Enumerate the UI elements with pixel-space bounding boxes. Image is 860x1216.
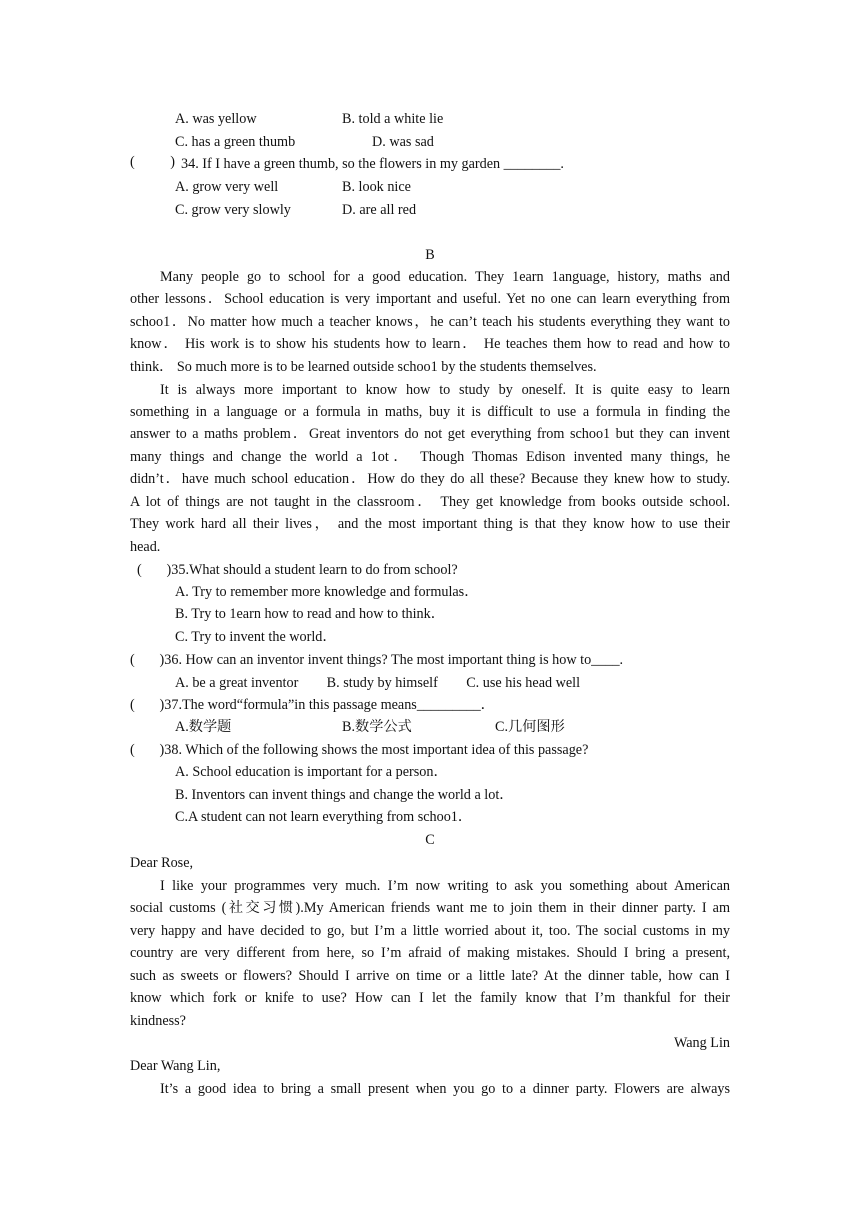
q38-stem: ( )38. Which of the following shows the most important idea of this passage? — [130, 742, 589, 758]
passage-b-line: schoo1．No matter how much a teacher knows，he can’t teach his students everything they want to — [130, 314, 730, 330]
q34-answer-blank: ( ) — [130, 154, 175, 170]
q35-option-a: A. Try to remember more knowledge and formulas． — [175, 584, 479, 600]
passage-b-line: answer to a maths problem．Great inventors do not get everything from schoo1 but they can invent — [130, 426, 730, 442]
passage-b-line: A lot of things are not taught in the classroom． They get knowledge from books outside school. — [130, 494, 730, 510]
q34-option-d: D. are all red — [342, 202, 417, 218]
q35-option-b: B. Try to 1earn how to read and how to think． — [175, 606, 445, 622]
q38-option-a: A. School education is important for a person． — [175, 764, 448, 780]
q35-option-c: C. Try to invent the world． — [175, 629, 337, 645]
q34-option-c: C. grow very slowly — [175, 202, 291, 218]
passage-b-line: head. — [130, 539, 161, 555]
q38-option-c: C.A student can not learn everything from schoo1． — [175, 809, 473, 825]
letter-line: very happy and have decided to go, but I’m a little worried about it, too. The social customs in my — [130, 923, 730, 939]
q34-option-a: A. grow very well — [175, 179, 279, 195]
passage-b-line: They work hard all their lives， and the most important thing is that they know how to use their — [130, 516, 730, 532]
q34-option-b: B. look nice — [342, 179, 411, 195]
section-c-heading: C — [425, 832, 435, 848]
passage-b-line: It is always more important to know how to study by oneself. It is quite easy to learn — [160, 382, 730, 398]
q33-option-a: A. was yellow — [175, 111, 257, 127]
letter-line: kindness? — [130, 1013, 186, 1029]
passage-b-line: Many people go to school for a good education. They 1earn 1anguage, history, maths and — [160, 269, 730, 285]
letter-line: know which fork or knife to use? How can I let the family know that I’m thankful for their — [130, 990, 730, 1006]
letter-line: social customs (社交习惯).My American friends want me to join them in their dinner party. I am — [130, 900, 730, 916]
q33-option-b: B. told a white lie — [342, 111, 444, 127]
q36-options: A. be a great inventor B. study by himself C. use his head well — [175, 675, 581, 691]
reply-greeting: Dear Wang Lin, — [130, 1058, 221, 1074]
letter-greeting: Dear Rose, — [130, 855, 194, 871]
letter-line: I like your programmes very much. I’m now writing to ask you something about American — [160, 878, 730, 894]
q36-stem: ( )36. How can an inventor invent things? The most important thing is how to____. — [130, 652, 624, 668]
q33-option-d: D. was sad — [372, 134, 434, 150]
q38-option-b: B. Inventors can invent things and change the world a lot． — [175, 787, 514, 803]
q37-stem: ( )37.The word“formula”in this passage means_________． — [130, 697, 495, 713]
passage-b-line: many things and change the world a 1ot． Though Thomas Edison invented many things, he — [130, 449, 730, 465]
q37-option-b: B.数学公式 — [342, 719, 412, 735]
section-b-heading: B — [425, 247, 435, 263]
passage-b-line: think． So much more is to be learned outside schoo1 by the students themselves. — [130, 359, 597, 375]
q35-stem: ( )35.What should a student learn to do from school? — [137, 562, 458, 578]
q37-option-a: A.数学题 — [175, 719, 232, 735]
q34-stem: 34. If I have a green thumb, so the flowers in my garden ________. — [181, 156, 564, 172]
q33-option-c: C. has a green thumb — [175, 134, 296, 150]
letter-line: such as sweets or flowers? Should I arrive on time or a little late? At the dinner table, how can I — [130, 968, 730, 984]
passage-b-line: know． His work is to show his students how to learn． He teaches them how to read and how to — [130, 336, 730, 352]
letter-line: country are very different from here, so I’m afraid of making mistakes. Should I bring a present, — [130, 945, 730, 961]
passage-b-line: didn’t．have much school education．How do they do all these? Because they knew how to study. — [130, 471, 730, 487]
passage-b-line: something in a language or a formula in maths, buy it is difficult to use a formula in finding the — [130, 404, 730, 420]
letter-signature: Wang Lin — [674, 1035, 730, 1051]
q37-option-c: C.几何图形 — [495, 719, 565, 735]
reply-line: It’s a good idea to bring a small present when you go to a dinner party. Flowers are always — [160, 1081, 730, 1097]
passage-b-line: other lessons．School education is very important and useful. Yet no one can learn everything from — [130, 291, 730, 307]
